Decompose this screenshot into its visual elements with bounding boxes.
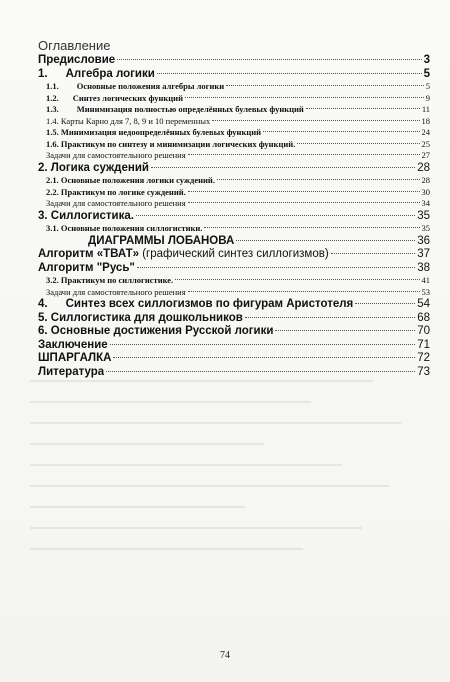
toc-entry-title: 5. Силлогистика для дошкольников (38, 311, 243, 324)
toc-entry-page: 37 (417, 248, 430, 260)
dot-leader (212, 120, 419, 121)
toc-entry-page: 24 (421, 127, 430, 137)
page-number: 74 (220, 650, 230, 661)
dot-leader (275, 330, 415, 331)
table-of-contents (38, 38, 430, 379)
toc-entry-title: Алгебра логики (65, 67, 155, 80)
toc-entry-title: Минимизация полностью определённых булевых функций (76, 104, 304, 114)
toc-entry-lobanov-diagrams[interactable] (38, 235, 430, 249)
bleed-through-text (30, 380, 420, 580)
toc-entry-page: 34 (421, 198, 430, 208)
toc-entry-number: 1.4. (46, 115, 59, 126)
toc-entry-page: 36 (417, 234, 430, 247)
dot-leader (331, 253, 416, 254)
toc-entry-title: Карты Карно для 7, 8, 9 и 10 переменных (60, 115, 211, 126)
toc-entry-number: 3. (38, 209, 48, 222)
dot-leader (263, 131, 419, 132)
toc-entry-title: Основные положения алгебры логики (76, 81, 225, 91)
toc-entry-number: 2. (38, 161, 48, 174)
toc-entry-title: Практикум по синтезу и минимизации логических функций. (60, 138, 296, 149)
toc-entry-exercises-2[interactable] (38, 198, 430, 210)
toc-entry-rus-algorithm[interactable] (38, 262, 430, 276)
toc-entry-chapter-2[interactable] (38, 162, 430, 176)
toc-entry-title: Основные положения силлогистики. (60, 223, 203, 233)
toc-entry-1-3[interactable] (38, 104, 430, 116)
toc-entry-page: 5 (425, 81, 430, 91)
toc-entry-page: 38 (417, 261, 430, 274)
toc-entry-chapter-3[interactable] (38, 210, 430, 224)
toc-entry-title: Литература (38, 365, 105, 378)
toc-entry-title: Алгоритм "Русь" (38, 261, 135, 274)
toc-entry-conclusion[interactable] (38, 339, 430, 353)
toc-entry-title: Силлогистика. (50, 209, 134, 222)
dot-leader (137, 267, 415, 268)
dot-leader (226, 85, 424, 86)
toc-entry-title: 6. Основные достижения Русской логики (38, 325, 274, 337)
toc-entry-2-1[interactable] (38, 175, 430, 187)
dot-leader (297, 143, 419, 144)
toc-entry-1-6[interactable] (38, 139, 430, 151)
toc-entry-number: 1.3. (46, 104, 59, 114)
toc-entry-title: Алгоритм «ТВАТ» (38, 248, 140, 260)
toc-entry-page: 18 (421, 115, 430, 126)
dot-leader (157, 73, 422, 74)
dot-leader (188, 291, 420, 292)
toc-entry-number: 1.2. (46, 92, 59, 103)
toc-entry-3-2[interactable] (38, 275, 430, 287)
toc-entry-title: ШПАРГАЛКА (38, 352, 112, 364)
toc-entry-page: 28 (421, 175, 430, 185)
toc-entry-page: 54 (417, 298, 430, 310)
dot-leader (110, 344, 416, 345)
dot-leader (236, 240, 415, 241)
toc-entry-tvat-algorithm[interactable] (38, 248, 430, 262)
toc-entry-title: Предисловие (38, 54, 116, 66)
toc-heading: Оглавление (38, 38, 111, 53)
dot-leader (151, 167, 415, 168)
toc-entry-page: 53 (421, 286, 430, 297)
toc-entry-preface[interactable] (38, 54, 430, 68)
dot-leader (188, 191, 420, 192)
toc-entry-title: Основные положения логики суждений. (60, 175, 215, 185)
toc-entry-3-1[interactable] (38, 223, 430, 235)
dot-leader (188, 202, 420, 203)
dot-leader (204, 227, 419, 228)
toc-entry-page: 41 (421, 275, 430, 285)
toc-entry-title: Заключение (38, 338, 108, 351)
toc-entry-1-1[interactable] (38, 81, 430, 93)
toc-entry-title: Синтез логических функций (72, 92, 183, 103)
toc-entry-title: Логика суждений (50, 161, 149, 174)
dot-leader (106, 371, 415, 372)
toc-entry-cheat-sheet[interactable] (38, 352, 430, 366)
toc-entry-1-5[interactable] (38, 127, 430, 139)
toc-entry-2-2[interactable] (38, 187, 430, 199)
toc-entry-page: 71 (417, 338, 430, 351)
toc-entry-title: Практикум по силлогистике. (60, 275, 174, 285)
toc-entry-title: Минимизация недоопределённых булевых функций (60, 127, 262, 137)
toc-entry-page: 30 (421, 186, 430, 197)
toc-entry-subtitle: (графический синтез силлогизмов) (139, 248, 329, 260)
toc-entry-page: 28 (417, 161, 430, 174)
toc-entry-number: 2.2. (46, 186, 59, 197)
toc-entry-page: 70 (417, 325, 430, 337)
toc-entry-1-2[interactable] (38, 93, 430, 105)
toc-entry-page: 35 (421, 223, 430, 233)
toc-entry-literature[interactable] (38, 366, 430, 380)
toc-entry-page: 9 (425, 92, 430, 103)
dot-leader (113, 357, 415, 358)
toc-entry-page: 68 (417, 311, 430, 324)
dot-leader (136, 215, 415, 216)
toc-entry-title: Задачи для самостоятельного решения (46, 286, 186, 297)
dot-leader (175, 279, 419, 280)
toc-entry-title: ДИАГРАММЫ ЛОБАНОВА (88, 234, 235, 247)
toc-entry-number: 1.6. (46, 138, 59, 149)
toc-entry-title: Задачи для самостоятельного решения (46, 198, 186, 208)
toc-entry-number: 3.2. (46, 275, 59, 285)
dot-leader (117, 59, 421, 60)
dot-leader (245, 317, 415, 318)
toc-entry-exercises-3[interactable] (38, 287, 430, 299)
toc-entry-number: 2.1. (46, 175, 59, 185)
toc-entry-exercises-1[interactable] (38, 150, 430, 162)
toc-entry-title: Практикум по логике суждений. (60, 186, 186, 197)
toc-entry-1-4[interactable] (38, 116, 430, 128)
toc-entry-title: Задачи для самостоятельного решения (46, 150, 186, 160)
toc-entry-page: 27 (421, 150, 430, 160)
toc-entry-number: 1. (38, 67, 48, 80)
toc-entry-chapter-1[interactable] (38, 68, 430, 82)
toc-entry-number: 1.1. (46, 81, 59, 91)
toc-entry-page: 72 (417, 352, 430, 364)
toc-entry-page: 73 (417, 365, 430, 378)
toc-entry-page: 11 (421, 104, 430, 114)
toc-entry-page: 3 (423, 54, 430, 66)
dot-leader (355, 303, 415, 304)
toc-entry-page: 25 (421, 138, 430, 149)
toc-entry-title: Синтез всех силлогизмов по фигурам Аристотеля (65, 298, 354, 310)
toc-entry-chapter-5[interactable] (38, 312, 430, 326)
dot-leader (185, 97, 424, 98)
toc-entry-chapter-4[interactable] (38, 298, 430, 312)
toc-entry-page: 5 (423, 67, 430, 80)
toc-entry-number: 1.5. (46, 127, 59, 137)
toc-entry-chapter-6[interactable] (38, 325, 430, 339)
dot-leader (306, 108, 420, 109)
dot-leader (217, 179, 420, 180)
toc-entry-page: 35 (417, 209, 430, 222)
dot-leader (188, 154, 420, 155)
toc-entry-number: 4. (38, 298, 48, 310)
toc-entry-number: 3.1. (46, 223, 59, 233)
